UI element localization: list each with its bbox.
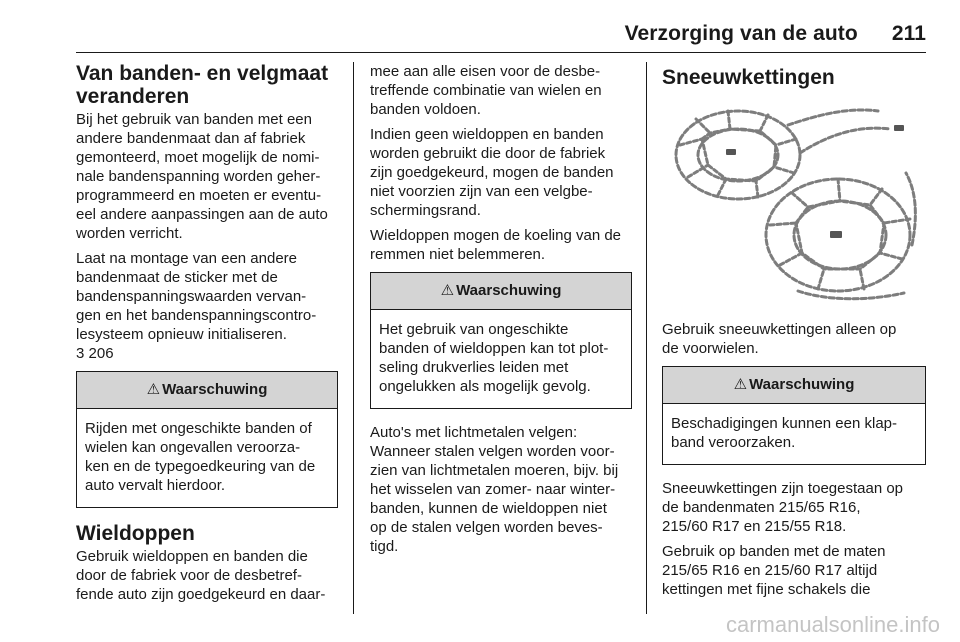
text-line: gemonteerd, moet mogelijk de nomi-	[76, 149, 320, 166]
paragraph	[370, 226, 632, 264]
text-line: 215/60 R17 en 215/55 R18.	[662, 518, 847, 535]
text-line: 215/65 R16 en 215/60 R17 altijd	[662, 562, 878, 579]
warning-box	[662, 366, 926, 465]
text-line: andere bandenmaat dan af fabriek	[76, 130, 306, 147]
section-heading-snow-chains: Sneeuwkettingen	[662, 66, 835, 89]
warning-body	[77, 409, 337, 507]
page-number: 211	[891, 22, 926, 45]
text-line: tigd.	[370, 538, 399, 555]
text-line: band veroorzaken.	[671, 434, 796, 451]
warning-body	[663, 404, 925, 464]
text-line: worden verricht.	[76, 225, 183, 242]
text-line: Wanneer stalen velgen worden voor-	[370, 443, 615, 460]
text-line: eel andere aanpassingen aan de auto	[76, 206, 328, 223]
warning-box	[76, 371, 338, 508]
text-line: kettingen met fijne schakels die	[662, 581, 871, 598]
text-line: bandenmaat de sticker met de	[76, 269, 278, 286]
text-line: remmen niet belemmeren.	[370, 246, 546, 263]
heading-line: veranderen	[76, 85, 190, 108]
header-title: Verzorging van de auto	[624, 22, 858, 45]
column-divider-2	[646, 62, 647, 614]
column-divider-1	[353, 62, 354, 614]
text-line: nale bandenspanning worden geher-	[76, 168, 321, 185]
snow-chain-illustration	[668, 95, 926, 310]
text-line: zijn goedgekeurd, mogen de banden	[370, 164, 614, 181]
warning-triangle-icon: ⚠	[733, 376, 748, 393]
paragraph	[662, 542, 926, 599]
text-line: worden gebruikt die door de fabriek	[370, 145, 606, 162]
paragraph	[370, 423, 632, 556]
text-line: het wisselen van zomer- naar winter-	[370, 481, 616, 498]
text-line: Sneeuwkettingen zijn toegestaan op	[662, 480, 904, 497]
text-line: bandenspanningswaarden vervan-	[76, 288, 307, 305]
text-line: niet voorzien zijn van een velgbe-	[370, 183, 593, 200]
paragraph	[76, 110, 338, 243]
page-header	[76, 22, 926, 46]
text-line: mee aan alle eisen voor de desbe-	[370, 63, 601, 80]
text-line: Wieldoppen mogen de koeling van de	[370, 227, 622, 244]
text-line: banden voldoen.	[370, 101, 481, 118]
text-line: zien van lichtmetalen moeren, bijv. bij	[370, 462, 619, 479]
paragraph	[370, 62, 632, 119]
text-line: banden of wieldoppen kan tot plot-	[379, 340, 609, 357]
text-line: Het gebruik van ongeschikte	[379, 321, 569, 338]
text-line: op de stalen velgen worden beves-	[370, 519, 603, 536]
text-line: Bij het gebruik van banden met een	[76, 111, 312, 128]
header-rule	[76, 52, 926, 53]
warning-title: Waarschuwing	[456, 282, 562, 299]
text-line: lesysteem opnieuw initialiseren.	[76, 326, 287, 343]
heading-line: Van banden- en velgmaat	[76, 62, 329, 85]
text-line: banden, kunnen de wieldoppen niet	[370, 500, 607, 517]
text-line: wielen kan ongevallen veroorza-	[85, 439, 301, 456]
text-line: programmeerd en moeten er eventu-	[76, 187, 322, 204]
text-line: schermingsrand.	[370, 202, 481, 219]
warning-triangle-icon: ⚠	[440, 282, 455, 299]
text-line: Auto's met lichtmetalen velgen:	[370, 424, 578, 441]
column-3	[662, 62, 926, 605]
text-line: de voorwielen.	[662, 340, 759, 357]
warning-title: Waarschuwing	[162, 381, 268, 398]
text-line: Gebruik sneeuwkettingen alleen op	[662, 321, 897, 338]
column-1	[76, 62, 338, 610]
paragraph	[662, 479, 926, 536]
watermark: carmanualsonline.info	[725, 612, 940, 637]
warning-header	[371, 273, 631, 310]
paragraph	[370, 125, 632, 220]
column-2	[370, 62, 632, 562]
text-line: treffende combinatie van wielen en	[370, 82, 602, 99]
text-line: Laat na montage van een andere	[76, 250, 298, 267]
warning-title: Waarschuwing	[749, 376, 855, 393]
warning-body	[371, 310, 631, 408]
warning-header	[663, 367, 925, 404]
xref-page: 206	[88, 345, 114, 362]
text-line: fende auto zijn goedgekeurd en daar-	[76, 586, 326, 603]
paragraph	[662, 320, 926, 358]
text-line: auto vervalt hierdoor.	[85, 477, 226, 494]
text-line: ken en de typegoedkeuring van de	[85, 458, 316, 475]
warning-box	[370, 272, 632, 409]
section-heading-wheel-covers: Wieldoppen	[76, 522, 195, 545]
text-line: seling drukverlies leiden met	[379, 359, 569, 376]
warning-triangle-icon: ⚠	[146, 381, 161, 398]
text-line: door de fabriek voor de desbetref-	[76, 567, 302, 584]
section-heading-size-change	[76, 62, 338, 108]
text-line: Indien geen wieldoppen en banden	[370, 126, 604, 143]
text-line: ongelukken als mogelijk gevolg.	[379, 378, 591, 395]
paragraph	[76, 249, 338, 344]
text-line: Beschadigingen kunnen een klap-	[671, 415, 898, 432]
xref-arrow-icon: 3	[76, 345, 85, 362]
text-line: Rijden met ongeschikte banden of	[85, 420, 312, 437]
warning-header	[77, 372, 337, 409]
text-line: Gebruik op banden met de maten	[662, 543, 886, 560]
text-line: Gebruik wieldoppen en banden die	[76, 548, 308, 565]
paragraph	[76, 547, 338, 604]
text-line: de bandenmaten 215/65 R16,	[662, 499, 861, 516]
text-line: gen en het bandenspanningscontro-	[76, 307, 317, 324]
cross-reference[interactable]	[76, 344, 338, 363]
